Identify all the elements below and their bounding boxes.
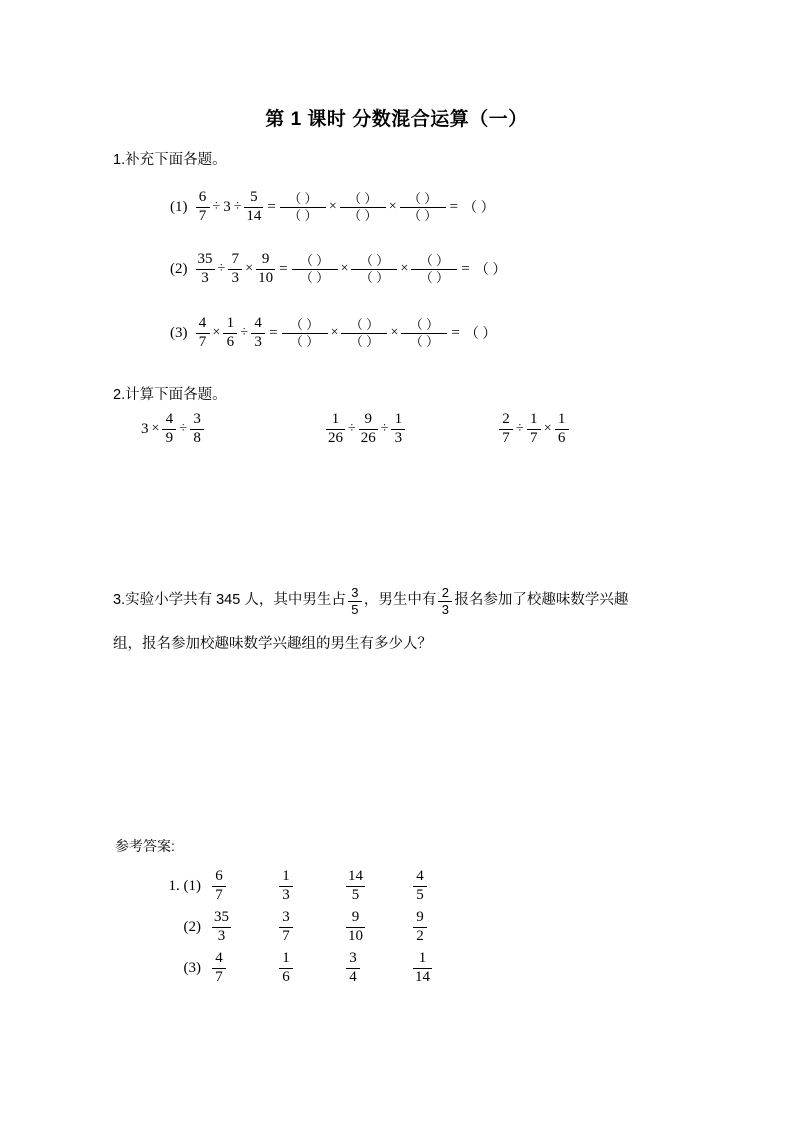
question-2-prompt: 2.计算下面各题。 [113, 387, 227, 403]
math-operator: × [245, 261, 254, 277]
answer-key-cell [278, 951, 345, 985]
fraction-numerator: 4 [416, 868, 424, 885]
inline-fraction-male-ratio [348, 586, 362, 616]
fraction-numerator: 1 [529, 411, 538, 427]
math-operator: × [328, 199, 337, 215]
math-operator: ÷ [212, 199, 221, 215]
fraction-denominator: 7 [529, 429, 538, 446]
answer-key-cell [345, 910, 412, 944]
fraction-denominator: 3 [231, 269, 239, 286]
math-operator: × [212, 325, 221, 341]
result-answer-blank[interactable]: （ ） [463, 201, 495, 217]
answer-key-grid [145, 866, 479, 989]
fraction-numerator: 4 [254, 315, 262, 331]
fraction-numerator: 2 [441, 584, 449, 600]
question-1-item-2 [170, 252, 506, 286]
fraction-denominator: 2 [416, 928, 424, 944]
answer-fraction [212, 910, 231, 944]
fraction-numerator: 1 [418, 950, 427, 967]
fraction-denominator: 6 [226, 333, 235, 350]
fraction-denominator: （ ） [349, 333, 380, 349]
equals-sign: = [449, 198, 459, 215]
fraction [228, 252, 242, 286]
question-3-text [113, 578, 691, 666]
fraction-denominator: （ ） [299, 269, 330, 285]
fraction-numerator: 5 [250, 189, 258, 205]
answer-key-row-label: (2) [183, 919, 201, 935]
fraction [527, 412, 541, 446]
fraction [326, 412, 345, 446]
math-operator: × [390, 325, 399, 341]
answer-key-row [145, 866, 479, 907]
math-operator: ÷ [516, 421, 524, 437]
answer-key-row-label: (3) [183, 960, 201, 976]
answer-fraction [346, 869, 365, 903]
question-1-item-1 [170, 190, 495, 224]
fraction [196, 316, 210, 350]
math-operator: × [151, 421, 160, 437]
fraction-numerator: 1 [282, 950, 290, 967]
fraction-numerator: 1 [394, 411, 403, 427]
fraction-numerator: 3 [351, 584, 359, 600]
answer-fraction [346, 951, 360, 985]
equals-sign: = [279, 260, 288, 277]
math-operator: × [388, 199, 397, 215]
fraction-numerator: 35 [214, 909, 229, 926]
fraction [499, 412, 513, 446]
fraction-numerator: 9 [261, 251, 270, 267]
fraction-denominator: 10 [348, 928, 363, 944]
answer-fraction [413, 951, 432, 985]
fraction-numerator: 2 [502, 411, 510, 427]
answer-blank-fraction [292, 254, 338, 284]
answer-blank-fraction [341, 318, 387, 348]
equals-sign: = [269, 324, 278, 341]
fraction-denominator: 5 [416, 887, 424, 903]
fraction-denominator: 14 [415, 969, 430, 985]
fraction [555, 412, 569, 446]
equals-sign: = [461, 260, 470, 277]
item-label: (2) [170, 260, 188, 277]
fraction-numerator: 35 [197, 251, 213, 267]
question-1-item-3 [170, 316, 496, 350]
math-operator: ÷ [348, 421, 356, 437]
fraction-denominator: 6 [557, 429, 566, 446]
fraction-numerator: （ ） [288, 191, 318, 207]
fraction-numerator: 7 [231, 251, 239, 267]
answer-key-cell [211, 910, 278, 944]
fraction-denominator: （ ） [289, 333, 320, 349]
inline-fraction-signup-ratio [438, 586, 452, 616]
question-1-prompt: 1.补充下面各题。 [113, 152, 227, 168]
question-3-text-part-1: 3.实验小学共有 345 人，其中男生占 [113, 592, 346, 608]
fraction [244, 190, 263, 224]
fraction-numerator: 4 [198, 315, 207, 331]
result-answer-blank[interactable]: （ ） [464, 327, 497, 343]
question-2-expression-3 [498, 412, 570, 446]
fraction-numerator: （ ） [299, 253, 330, 269]
fraction-numerator: 3 [193, 411, 201, 427]
page-title: 第 1 课时 分数混合运算（一） [265, 109, 528, 130]
question-3-line-2: 组，报名参加校趣味数学兴趣组的男生有多少人？ [113, 636, 432, 652]
result-answer-blank[interactable]: （ ） [474, 263, 507, 279]
answer-key-cell [211, 951, 278, 985]
fraction-numerator: （ ） [349, 317, 380, 333]
answer-key-row-label: 1. (1) [168, 878, 201, 894]
fraction-denominator: 6 [282, 969, 290, 985]
fraction-numerator: 3 [282, 909, 290, 926]
fraction-denominator: 26 [360, 429, 376, 446]
fraction-denominator: 3 [394, 429, 403, 446]
answer-fraction [413, 869, 427, 903]
answer-key-row [145, 948, 479, 989]
fraction-numerator: 6 [215, 868, 223, 885]
fraction-numerator: 9 [364, 411, 372, 427]
item-label: (3) [170, 324, 188, 341]
answer-key-heading: 参考答案: [115, 838, 175, 854]
answer-fraction [279, 951, 293, 985]
question-2-expression-1 [140, 412, 205, 446]
fraction-numerator: （ ） [408, 191, 438, 207]
math-operator: ÷ [240, 325, 249, 341]
answer-fraction [346, 910, 365, 944]
fraction [251, 316, 265, 350]
fraction [223, 316, 237, 350]
answer-fraction [212, 869, 226, 903]
fraction-denominator: 3 [441, 601, 449, 617]
fraction-denominator: 4 [349, 969, 357, 985]
question-3-line-1 [113, 578, 628, 622]
answer-key-cell [412, 910, 479, 944]
fraction [391, 412, 405, 446]
fraction-denominator: 7 [282, 928, 290, 944]
fraction-numerator: 1 [282, 868, 290, 885]
math-operator: × [543, 421, 552, 437]
answer-key-cell [211, 869, 278, 903]
fraction-denominator: 7 [215, 969, 223, 985]
fraction [196, 252, 215, 286]
fraction [162, 412, 176, 446]
answer-fraction [212, 951, 226, 985]
fraction-denominator: （ ） [348, 207, 378, 223]
answer-blank-fraction [400, 192, 446, 222]
fraction-denominator: 8 [193, 429, 201, 446]
answer-fraction [279, 869, 293, 903]
answer-key-cell [278, 910, 345, 944]
fraction-numerator: （ ） [419, 253, 449, 269]
fraction-denominator: 5 [351, 601, 359, 617]
math-operator: × [340, 261, 349, 277]
math-operator: ÷ [233, 199, 242, 215]
answer-blank-fraction [401, 318, 447, 348]
math-operator: ÷ [179, 421, 188, 437]
question-2-expression-2 [325, 412, 406, 446]
item-label: (1) [170, 198, 188, 215]
question-3-text-part-3: 报名参加了校趣味数学兴趣 [454, 592, 629, 608]
fraction-numerator: 4 [215, 950, 223, 967]
fraction-denominator: 7 [198, 207, 207, 224]
answer-key-cell [278, 869, 345, 903]
equals-sign: = [451, 324, 460, 341]
fraction [256, 252, 275, 286]
answer-key-cell [412, 869, 479, 903]
fraction-denominator: （ ） [409, 333, 439, 349]
whole-number: 3 [223, 198, 231, 215]
fraction-denominator: 9 [165, 429, 174, 446]
answer-key-cell [345, 869, 412, 903]
fraction-numerator: 4 [165, 411, 174, 427]
fraction-denominator: 3 [201, 269, 209, 286]
fraction-denominator: 14 [246, 207, 262, 224]
answer-blank-fraction [282, 318, 328, 348]
equals-sign: = [267, 198, 276, 215]
fraction-numerator: 9 [351, 909, 360, 926]
fraction-numerator: （ ） [409, 317, 439, 333]
fraction-numerator: 1 [557, 411, 566, 427]
fraction [359, 412, 378, 446]
fraction-numerator: 6 [198, 189, 207, 205]
fraction [196, 190, 210, 224]
fraction-denominator: 5 [351, 887, 360, 903]
answer-blank-fraction [280, 192, 326, 222]
math-operator: ÷ [380, 421, 389, 437]
fraction-denominator: 10 [258, 269, 274, 286]
fraction-numerator: 3 [349, 950, 357, 967]
fraction-numerator: （ ） [348, 191, 378, 207]
fraction-denominator: （ ） [419, 269, 449, 285]
fraction-denominator: 3 [282, 887, 290, 903]
answer-key-cell [412, 951, 479, 985]
answer-blank-fraction [340, 192, 386, 222]
answer-blank-fraction [411, 254, 457, 284]
fraction-denominator: 7 [215, 887, 223, 903]
fraction-numerator: 1 [226, 315, 235, 331]
answer-fraction [413, 910, 427, 944]
fraction-denominator: 7 [502, 429, 510, 446]
fraction-denominator: （ ） [359, 269, 390, 285]
fraction-numerator: （ ） [289, 317, 320, 333]
fraction-denominator: （ ） [288, 207, 318, 223]
answer-key-row [145, 907, 479, 948]
fraction-denominator: 26 [328, 429, 343, 446]
question-3-text-part-2: ，男生中有 [363, 592, 437, 608]
fraction-denominator: 3 [254, 333, 262, 350]
answer-fraction [279, 910, 293, 944]
math-operator: × [330, 325, 339, 341]
answer-blank-fraction [351, 254, 397, 284]
fraction-numerator: （ ） [359, 253, 390, 269]
fraction [190, 412, 204, 446]
fraction-denominator: 7 [198, 333, 207, 350]
fraction-denominator: 3 [217, 928, 226, 944]
answer-key-cell [345, 951, 412, 985]
fraction-numerator: 9 [416, 909, 424, 926]
fraction-numerator: 14 [348, 868, 363, 885]
math-operator: ÷ [217, 261, 226, 277]
math-operator: × [400, 261, 409, 277]
fraction-numerator: 1 [331, 411, 340, 427]
whole-number: 3 [141, 420, 149, 437]
fraction-denominator: （ ） [408, 207, 438, 223]
